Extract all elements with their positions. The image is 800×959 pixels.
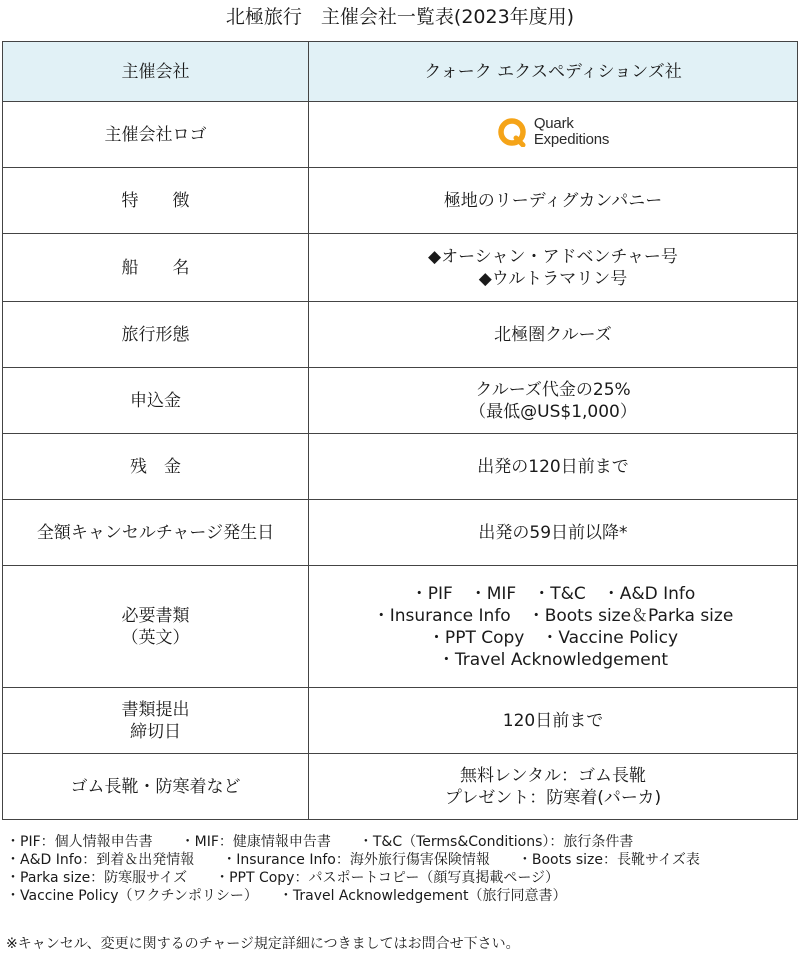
row-label-style: 旅行形態 — [3, 302, 309, 368]
table-row-features — [3, 168, 798, 234]
table-row-balance — [3, 434, 798, 500]
logo-wordmark — [534, 116, 609, 148]
operator-logo — [309, 102, 798, 168]
docs-label-1: 必要書類 — [121, 605, 190, 626]
row-value-features: 極地のリーディグカンパニー — [309, 168, 798, 234]
gear-line-2: プレゼント：防寒着(パーカ) — [444, 787, 662, 808]
table-row-deadline — [3, 688, 798, 754]
row-value-deposit — [309, 368, 798, 434]
table-row-logo — [3, 102, 798, 168]
deposit-line-1: クルーズ代金の25% — [475, 379, 631, 400]
deadline-label-1: 書類提出 — [121, 699, 190, 720]
footnote-line-3: ・Parka size：防寒服サイズ ・PPT Copy：パスポートコピー（顔写真掲載ページ） — [6, 870, 560, 886]
row-label-features: 特 徴 — [3, 168, 309, 234]
docs-line-3: ・PPT Copy ・Vaccine Policy — [427, 627, 679, 648]
row-label-logo: 主催会社ロゴ — [3, 102, 309, 168]
header-label: 主催会社 — [3, 42, 309, 102]
row-label-docs — [3, 566, 309, 688]
table-row-ship — [3, 234, 798, 302]
deposit-line-2: （最低@US$1,000） — [469, 401, 637, 422]
table-row-cancel — [3, 500, 798, 566]
ship-name-2: ◆ウルトラマリン号 — [478, 268, 628, 289]
docs-line-2: ・Insurance Info ・Boots size＆Parka size — [372, 605, 734, 626]
row-value-ship — [309, 234, 798, 302]
footnote-line-2: ・A&D Info：到着＆出発情報 ・Insurance Info：海外旅行傷害保険情報 ・Boots size：長靴サイズ表 — [6, 852, 700, 868]
header-value: クォーク エクスペディションズ社 — [309, 42, 798, 102]
docs-line-4: ・Travel Acknowledgement — [437, 649, 669, 670]
row-value-docs — [309, 566, 798, 688]
table-row-style — [3, 302, 798, 368]
row-label-balance: 残 金 — [3, 434, 309, 500]
row-label-deadline — [3, 688, 309, 754]
operator-table — [2, 41, 798, 820]
docs-line-1: ・PIF ・MIF ・T&C ・A&D Info — [410, 583, 696, 604]
footnotes — [6, 833, 796, 905]
disclaimer: ※キャンセル、変更に関するのチャージ規定詳細につきましてはお問合せ下さい。 — [6, 936, 520, 952]
ship-name-1: ◆オーシャン・アドベンチャー号 — [428, 246, 678, 267]
row-value-cancel: 出発の59日前以降* — [309, 500, 798, 566]
logo-text-expeditions: Expeditions — [533, 131, 610, 148]
table-row-gear — [3, 754, 798, 820]
docs-label-2: （英文） — [121, 627, 190, 648]
table-row-docs — [3, 566, 798, 688]
page-title: 北極旅行 主催会社一覧表(2023年度用) — [225, 6, 575, 28]
logo-text-quark: Quark — [533, 115, 574, 132]
footnote-line-1: ・PIF：個人情報申告書 ・MIF：健康情報申告書 ・T&C（Terms&Conditions）：旅行条件書 — [6, 834, 634, 850]
table-row-deposit — [3, 368, 798, 434]
row-value-gear — [309, 754, 798, 820]
row-value-style: 北極圏クルーズ — [309, 302, 798, 368]
row-label-deposit: 申込金 — [3, 368, 309, 434]
quark-logo — [497, 116, 609, 148]
footnote-line-4: ・Vaccine Policy（ワクチンポリシー） ・Travel Acknowledgement（旅行同意書） — [6, 888, 567, 904]
table-header-row — [3, 42, 798, 102]
row-label-gear: ゴム長靴・防寒着など — [3, 754, 309, 820]
row-value-deadline: 120日前まで — [309, 688, 798, 754]
deadline-label-2: 締切日 — [130, 721, 181, 742]
row-label-cancel: 全額キャンセルチャージ発生日 — [3, 500, 309, 566]
row-value-balance: 出発の120日前まで — [309, 434, 798, 500]
gear-line-1: 無料レンタル：ゴム長靴 — [460, 765, 646, 786]
quark-logo-icon — [497, 117, 527, 147]
row-label-ship: 船 名 — [3, 234, 309, 302]
